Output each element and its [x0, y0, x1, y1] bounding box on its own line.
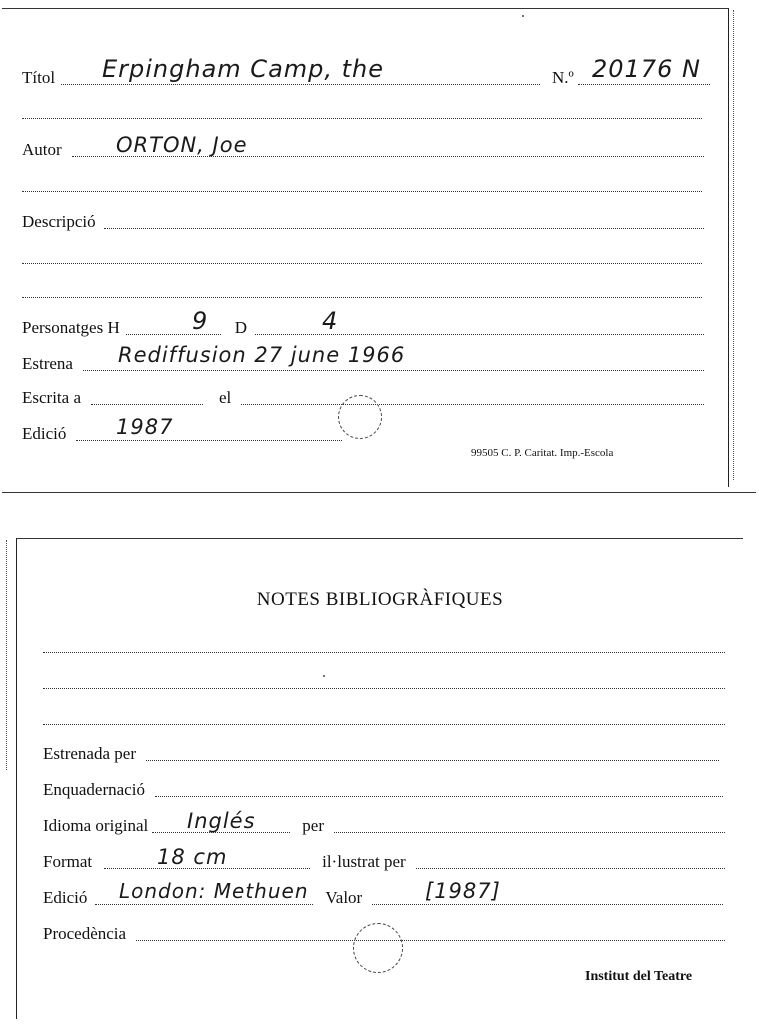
- estrena-label: Estrena: [22, 354, 73, 373]
- edicio-back-label: Edició: [43, 888, 88, 907]
- escrita-a-line: [91, 403, 203, 405]
- estrena-line: [83, 369, 704, 371]
- descripcio-extra-line-2: [22, 297, 702, 298]
- estrenada-label: Estrenada per: [43, 744, 136, 763]
- escrita-label: Escrita a: [22, 388, 81, 407]
- titol-value: Erpingham Camp, the: [102, 55, 385, 83]
- valor-label: Valor: [325, 888, 363, 907]
- estrena-value: Rediffusion 27 june 1966: [118, 343, 406, 367]
- titol-extra-line: [22, 118, 702, 119]
- edicio-value: 1987: [116, 415, 174, 439]
- notes-line-1: [43, 652, 725, 653]
- autor-label: Autor: [22, 140, 62, 159]
- edicio-back-value: London: Methuen: [119, 879, 309, 903]
- descripcio-label: Descripció: [22, 212, 96, 231]
- personatges-row: [22, 311, 704, 341]
- card-bottom-edge: [2, 492, 756, 493]
- descripcio-row: [22, 205, 704, 235]
- descripcio-extra-line-1: [22, 263, 702, 264]
- catalog-card-front: [2, 8, 729, 487]
- personatges-h-value: 9: [192, 307, 209, 335]
- autor-extra-line: [22, 191, 702, 192]
- estrenada-line: [146, 759, 719, 761]
- descripcio-line: [104, 227, 704, 229]
- catalog-card-back: [16, 538, 743, 1019]
- format-label: Format: [43, 852, 93, 871]
- escrita-el-label: el: [219, 388, 232, 407]
- idioma-label: Idioma original: [43, 816, 149, 835]
- format-row: [43, 845, 725, 875]
- valor-line: [372, 903, 723, 905]
- idioma-row: [43, 809, 725, 839]
- scan-speck: [522, 15, 524, 17]
- illustrat-label: il·lustrat per: [322, 852, 406, 871]
- personatges-d-label: D: [234, 318, 248, 337]
- estrenada-row: [43, 737, 719, 767]
- printer-note: 99505 C. P. Caritat. Imp.-Escola: [471, 447, 614, 459]
- edicio-back-line: [95, 903, 313, 905]
- notes-line-2: [43, 688, 725, 689]
- personatges-label: Personatges H: [22, 318, 120, 337]
- edicio-label: Edició: [22, 424, 67, 443]
- notes-line-3: [43, 724, 725, 725]
- autor-value: ORTON, Joe: [116, 133, 248, 157]
- number-value: 20176 N: [592, 55, 701, 83]
- enquadernacio-label: Enquadernació: [43, 780, 145, 799]
- notes-heading: NOTES BIBLIOGRÀFIQUES: [256, 589, 504, 610]
- valor-value: [1987]: [425, 879, 501, 903]
- number-label: N.º: [552, 68, 574, 87]
- institution-name: Institut del Teatre: [585, 969, 693, 984]
- idioma-per-label: per: [302, 816, 324, 835]
- personatges-d-value: 4: [322, 307, 339, 335]
- scan-edge-right: [733, 10, 734, 480]
- scan-speck-back: [323, 675, 325, 677]
- idioma-value: Inglés: [187, 809, 256, 833]
- format-value: 18 cm: [157, 845, 228, 869]
- escrita-el-line: [241, 403, 704, 405]
- illustrat-line: [416, 867, 725, 869]
- enquadernacio-line: [155, 795, 723, 797]
- edicio-row: [22, 417, 342, 447]
- scan-edge-left: [6, 540, 7, 770]
- procedencia-line: [136, 939, 725, 941]
- titol-label: Títol: [22, 68, 56, 87]
- number-line: [578, 83, 710, 85]
- idioma-per-line: [334, 831, 725, 833]
- edicio-line: [76, 439, 342, 441]
- procedencia-label: Procedència: [43, 924, 127, 943]
- library-stamp-back: [353, 923, 403, 973]
- enquadernacio-row: [43, 773, 723, 803]
- titol-line: [61, 83, 540, 85]
- library-stamp: [338, 395, 382, 439]
